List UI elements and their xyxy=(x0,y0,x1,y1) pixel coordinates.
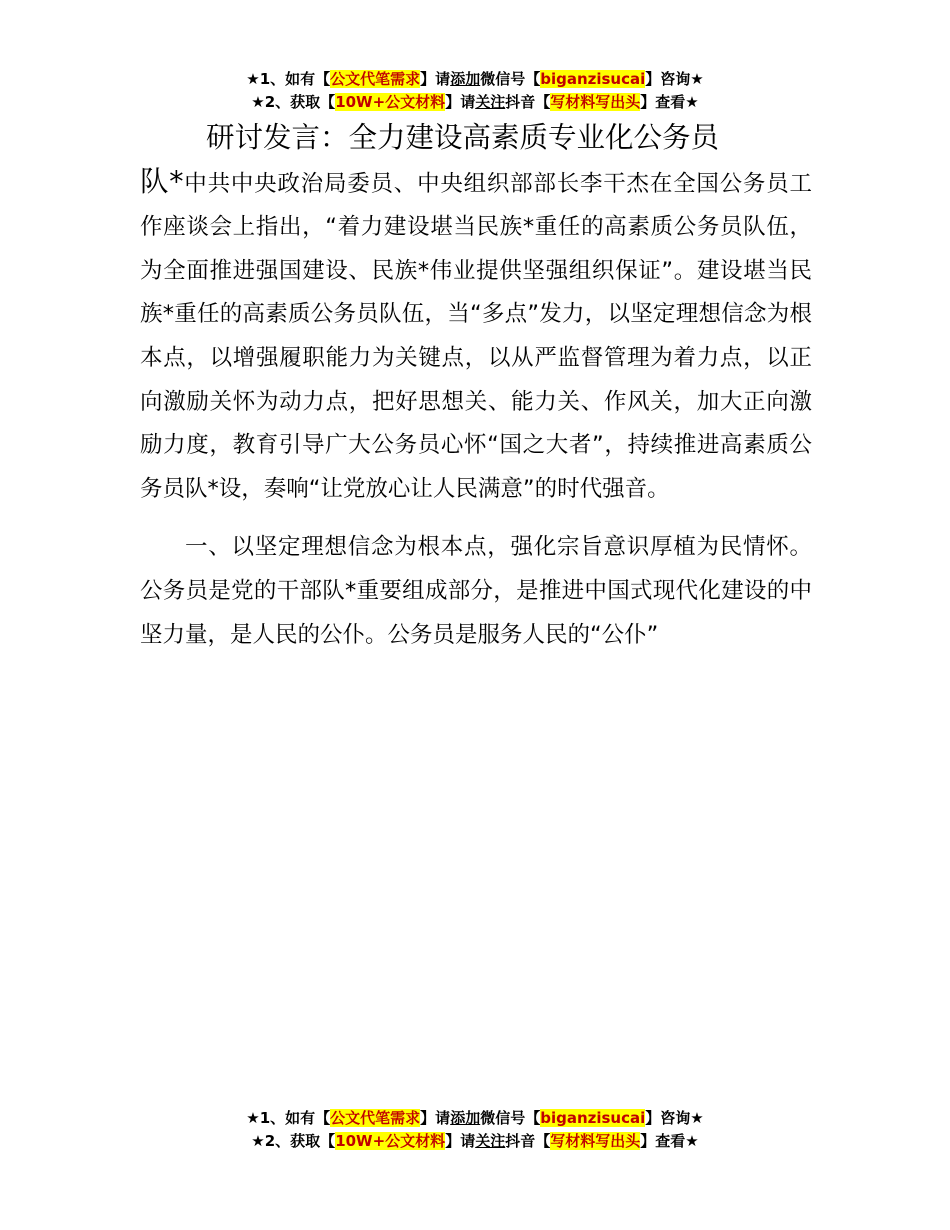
promo-highlight: 写材料写出头 xyxy=(550,93,641,111)
paragraph-2: 一、以坚定理想信念为根本点，强化宗旨意识厚植为民情怀。公务员是党的干部队*重要组成部分，是推进中国式现代化建设的中坚力量，是人民的公仆。公务员是服务人民的“公仆” xyxy=(140,534,812,648)
promo-text: 】请 xyxy=(420,1109,451,1127)
promo-highlight: biganzisucai xyxy=(540,70,646,88)
promo-underlined: 添加 xyxy=(450,70,481,88)
promo-underlined: 关注 xyxy=(475,93,506,111)
promo-text: 】咨询★ xyxy=(645,1109,704,1127)
promo-underlined: 添加 xyxy=(450,1109,481,1127)
paragraph-1-text: 中共中央政治局委员、中央组织部部长李干杰在全国公务员工作座谈会上指出，“着力建设堪当民族*重任的高素质公务员队伍，为全面推进强国建设、民族*伟业提供坚强组织保证”。建设堪当民族*重任的高素质公务员队伍，当“多点”发力，以坚定理想信念为根本点，以增强履职能力为关键点，以从严监督管理为着力点，以正向激励关怀为动力点，把好思想关、能力关、作风关，加大正向激励力度，教育引导广大公务员心怀“国之大者”，持续推进高素质公务员队*设，奏响“让党放心让人民满意”的时代强音。 xyxy=(140,170,812,502)
promo-text: 】查看★ xyxy=(640,1132,699,1150)
promo-highlight: biganzisucai xyxy=(540,1109,646,1127)
footer-promo-line-1 xyxy=(0,1107,950,1130)
footer-promo xyxy=(0,1107,950,1153)
document-title: 研讨发言：全力建设高素质专业化公务员 xyxy=(206,121,720,154)
promo-text: ★2、获取【 xyxy=(251,93,336,111)
promo-text: 】请 xyxy=(445,93,476,111)
promo-highlight: 10W+公文材料 xyxy=(335,93,446,111)
promo-text: 微信号【 xyxy=(480,70,541,88)
promo-text: 】查看★ xyxy=(640,93,699,111)
promo-text: 】请 xyxy=(420,70,451,88)
promo-highlight: 写材料写出头 xyxy=(550,1132,641,1150)
promo-text: ★2、获取【 xyxy=(251,1132,336,1150)
header-promo-line-1 xyxy=(0,68,950,91)
promo-text: ★1、如有【 xyxy=(246,70,331,88)
header-promo xyxy=(0,68,950,114)
footer-promo-line-2 xyxy=(0,1130,950,1153)
document-title-continued: 队* xyxy=(140,164,184,198)
promo-highlight: 公文代笔需求 xyxy=(330,1109,421,1127)
promo-text: ★1、如有【 xyxy=(246,1109,331,1127)
document-body xyxy=(140,116,812,657)
header-promo-line-2 xyxy=(0,91,950,114)
paragraph-1 xyxy=(140,116,812,511)
promo-text: 微信号【 xyxy=(480,1109,541,1127)
promo-highlight: 10W+公文材料 xyxy=(335,1132,446,1150)
promo-text: 】请 xyxy=(445,1132,476,1150)
promo-highlight: 公文代笔需求 xyxy=(330,70,421,88)
promo-text: 抖音【 xyxy=(505,93,551,111)
promo-underlined: 关注 xyxy=(475,1132,506,1150)
promo-text: 】咨询★ xyxy=(645,70,704,88)
promo-text: 抖音【 xyxy=(505,1132,551,1150)
